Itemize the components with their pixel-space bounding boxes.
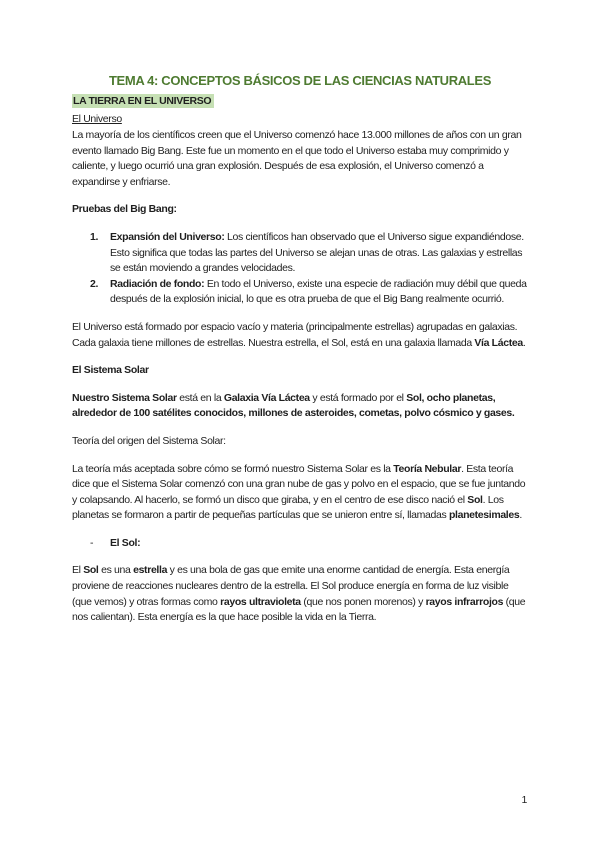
sun-bullet-item	[90, 536, 528, 552]
heading-el-sistema-solar: El Sistema Solar	[72, 364, 149, 377]
list-item-text: Expansión del Universo: Los científicos han observado que el Universo sigue expandiéndose. Esto significa que todas las partes del Universo se alejan unas de otras. Las galaxias y estrellas se están moviendo a grandes velocidades.	[110, 230, 524, 275]
section-heading	[72, 93, 528, 109]
section-heading-highlight: LA TIERRA EN EL UNIVERSO	[72, 94, 214, 108]
paragraph-sun-description: El Sol es una estrella y es una bola de gas que emite una enorme cantidad de energía. Esta energía proviene de reacciones nucleares dentro de la estrella. El Sol produce energía en forma de luz visible (que vemos) y otras formas como rayos ultravioleta (que nos ponen morenos) y rayos infrarrojos (que nos calientan). Esta energía es la que hace posible la vida en la Tierra.	[72, 564, 526, 624]
list-item-radiacion	[90, 277, 528, 308]
paragraph-universe-composition: El Universo está formado por espacio vacío y materia (principalmente estrellas) agrupadas en galaxias. Cada galaxia tiene millones de estrellas. Nuestra estrella, el Sol, está en una galaxia llamada Vía Láctea.	[72, 320, 526, 349]
paragraph-solar-system-composition: Nuestro Sistema Solar está en la Galaxia Vía Láctea y está formado por el Sol, ocho planetas, alrededor de 100 satélites conocidos, millones de asteroides, cometas, polvo cósmico y gases.	[72, 391, 515, 420]
paragraph-nebular-theory: La teoría más aceptada sobre cómo se formó nuestro Sistema Solar es la Teoría Nebular. Esta teoría dice que el Sistema Solar comenzó con una gran nube de gas y polvo en el espacio, que se fue juntando y colapsando. Al hacerlo, se formó un disco que giraba, y en el centro de ese disco nació el Sol. Los planetas se formaron a partir de pequeñas partículas que se unieron entre sí, llamadas planetesimales.	[72, 462, 526, 522]
subheading-el-universo	[72, 111, 528, 127]
list-item-expansion	[90, 230, 528, 277]
heading-pruebas-big-bang: Pruebas del Big Bang:	[72, 203, 177, 216]
sun-bullet-label: El Sol:	[110, 536, 141, 549]
subheading-el-universo-text: El Universo	[72, 113, 122, 125]
sun-bullet-list	[72, 536, 528, 552]
dash-marker: -	[90, 536, 94, 549]
list-number: 1.	[90, 230, 99, 243]
paragraph-universe-intro: La mayoría de los científicos creen que el Universo comenzó hace 13.000 millones de años con un gran evento llamado Big Bang. Este fue un momento en el que todo el Universo estaba muy comprimido y caliente, y luego ocurrió una gran explosión. Después de esa explosión, el Universo comenzó a expandirse y enfriarse.	[72, 129, 522, 188]
list-item-text: Radiación de fondo: En todo el Universo, existe una especie de radiación muy débil que queda después de la explosión inicial, lo que es otra prueba de que el Big Bang realmente ocurrió.	[110, 277, 527, 306]
list-number: 2.	[90, 277, 99, 290]
page-number: 1	[521, 794, 527, 806]
heading-teoria-origen: Teoría del origen del Sistema Solar:	[72, 434, 226, 447]
document-title: TEMA 4: CONCEPTOS BÁSICOS DE LAS CIENCIAS NATURALES	[108, 73, 492, 88]
big-bang-evidence-list	[72, 230, 528, 308]
